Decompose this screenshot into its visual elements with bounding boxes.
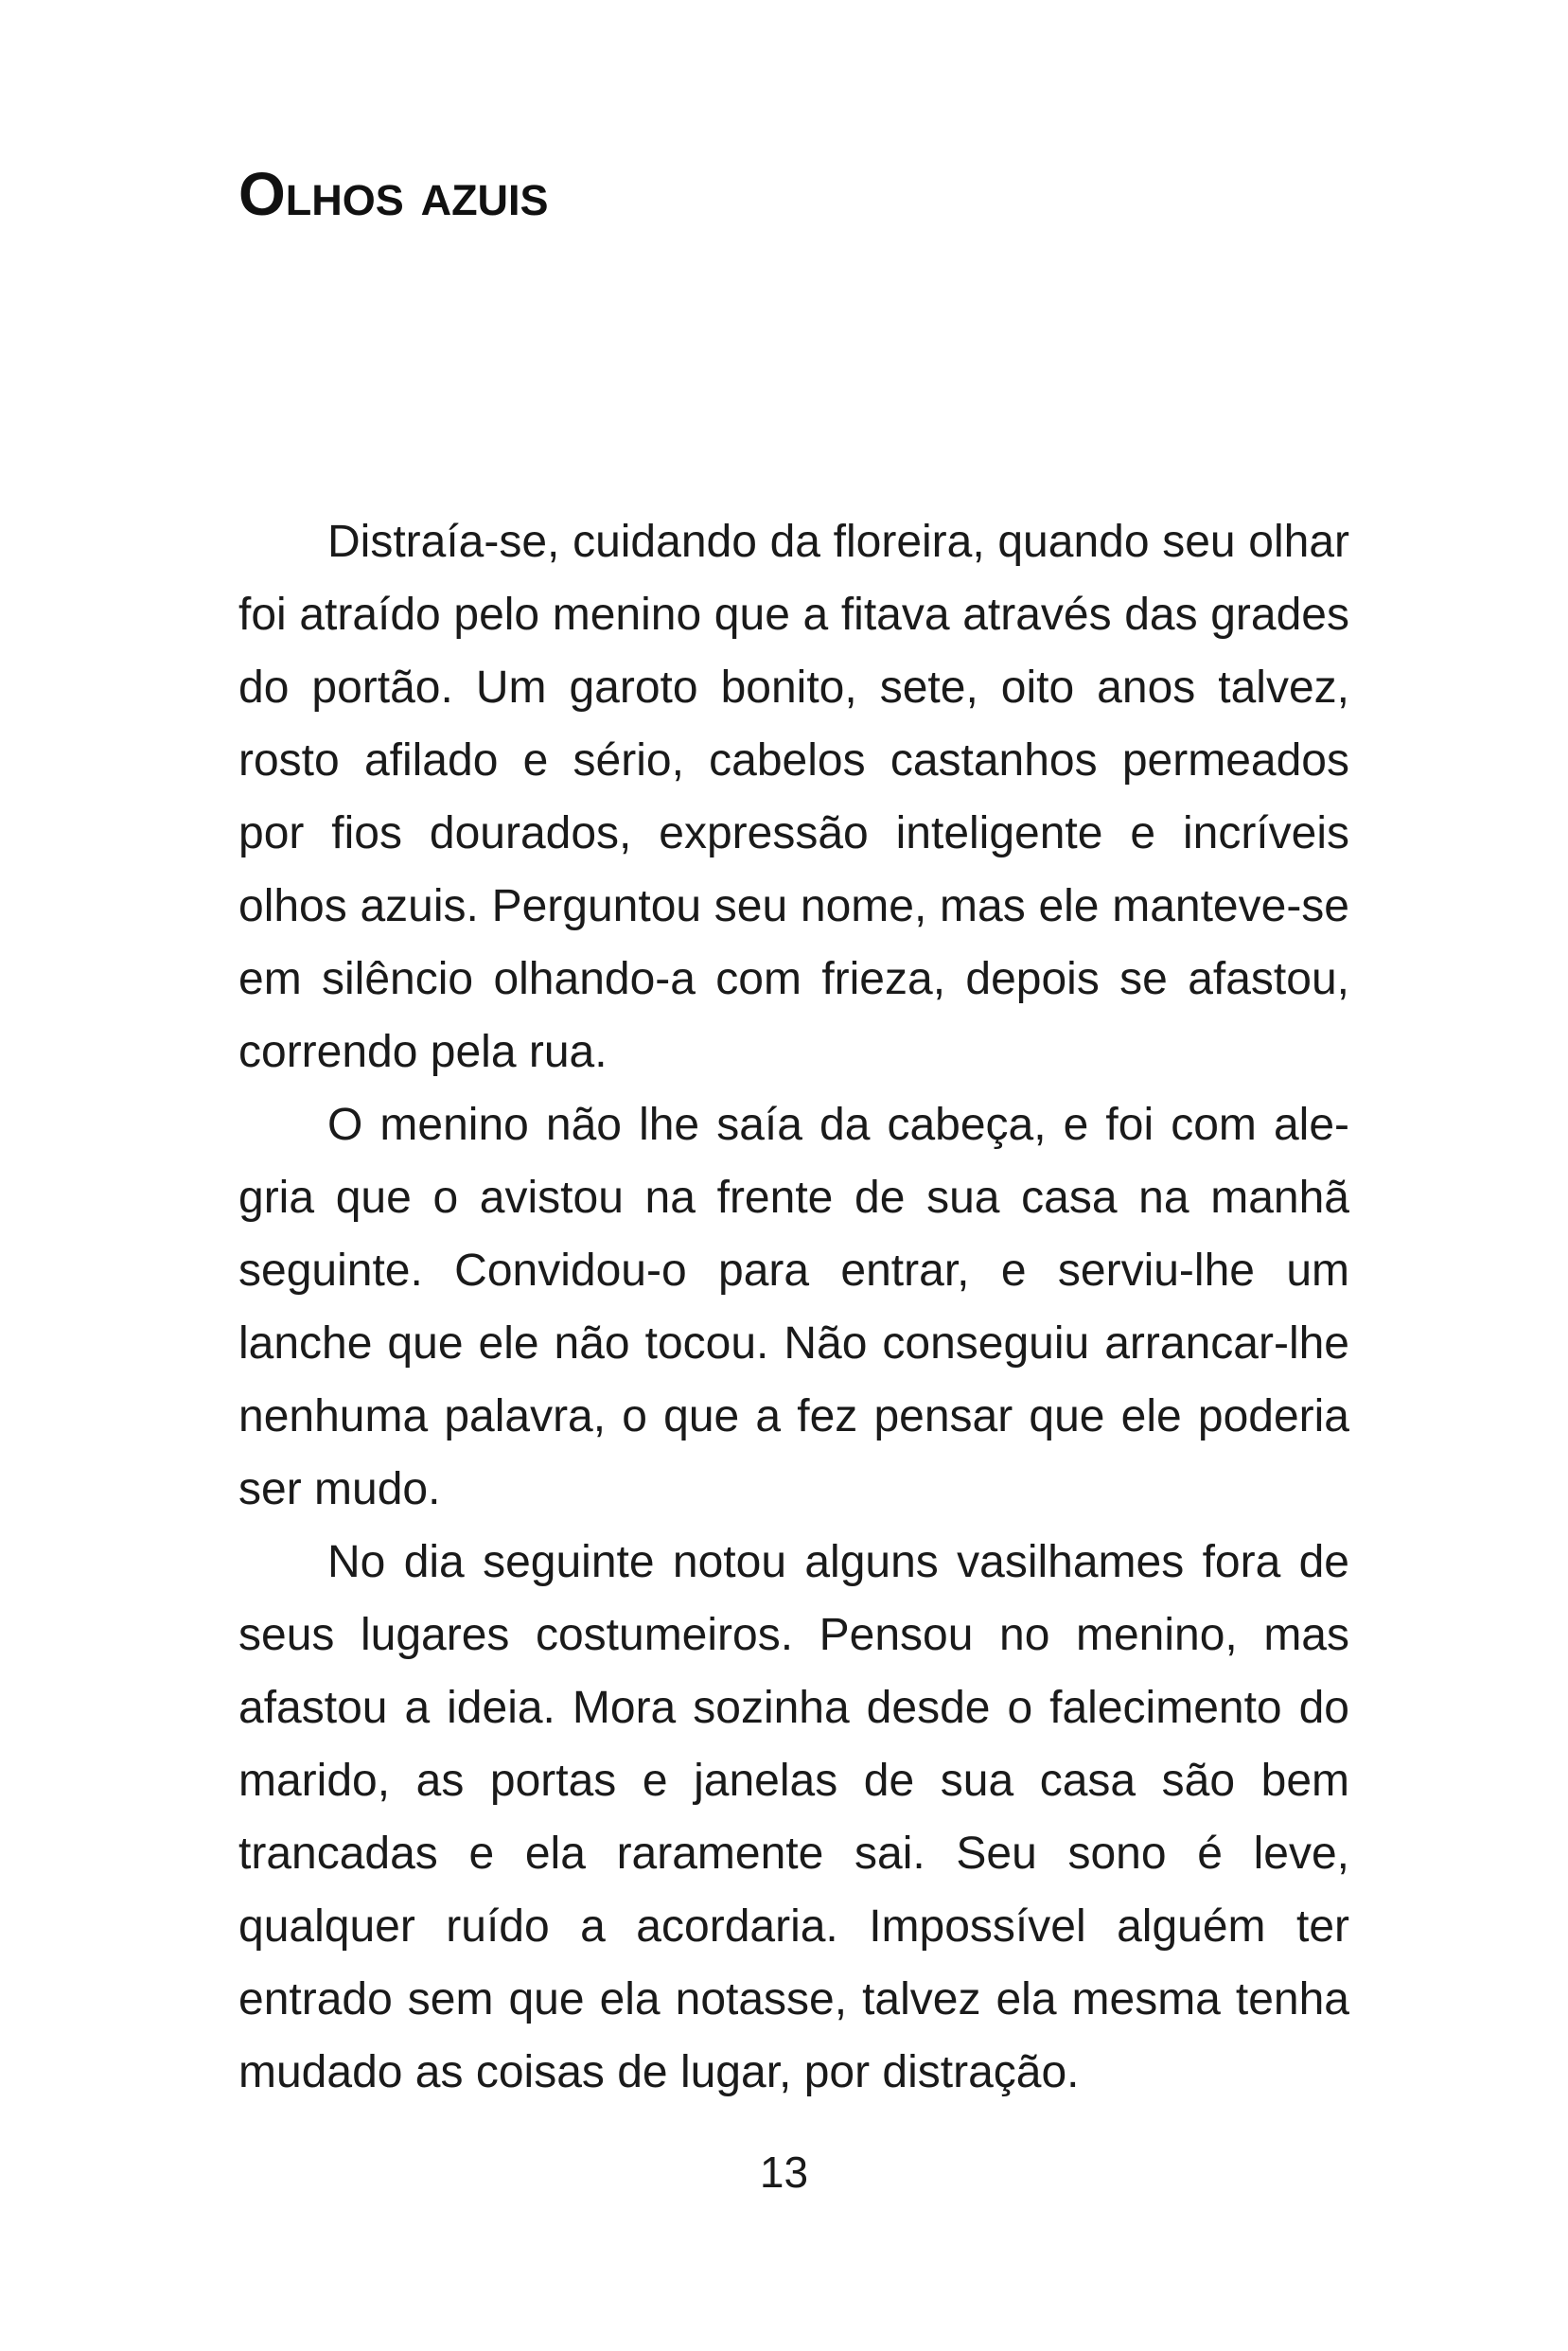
paragraph-2: O menino não lhe saía da cabeça, e foi com alegria que o avistou na frente de sua casa na manhã seguinte. Convidou-o para entrar, e serviu-lhe um lanche que ele não tocou. Não conseguiu arrancar-lhe nenhuma palavra, o que a fez pensar que ele poderia ser mudo. [238, 1100, 1349, 1514]
page-number: 13 [759, 2148, 809, 2197]
chapter-body [238, 505, 1349, 2109]
paragraph-3: No dia seguinte notou alguns vasilhames fora de seus lugares costumeiros. Pensou no menino, mas afastou a ideia. Mora sozinha desde o falecimento do marido, as portas e janelas de sua casa são bem trancadas e ela raramente sai. Seu sono é leve, qualquer ruído a acordaria. Impossível alguém ter entrado sem que ela notasse, talvez ela mesma tenha mudado as coisas de lugar, por distração. [238, 1537, 1349, 2097]
paragraph-1: Distraía-se, cuidando da floreira, quando seu olhar foi atraído pelo menino que a fitava através das grades do portão. Um garoto bonito, sete, oito anos talvez, rosto afilado e sério, cabelos castanhos permeados por fios dourados, expressão inteligente e incríveis olhos azuis. Perguntou seu nome, mas ele manteve-se em silêncio olhando-a com frieza, depois se afastou, correndo pela rua. [238, 517, 1349, 1077]
chapter-title: Olhos azuis [238, 160, 549, 228]
